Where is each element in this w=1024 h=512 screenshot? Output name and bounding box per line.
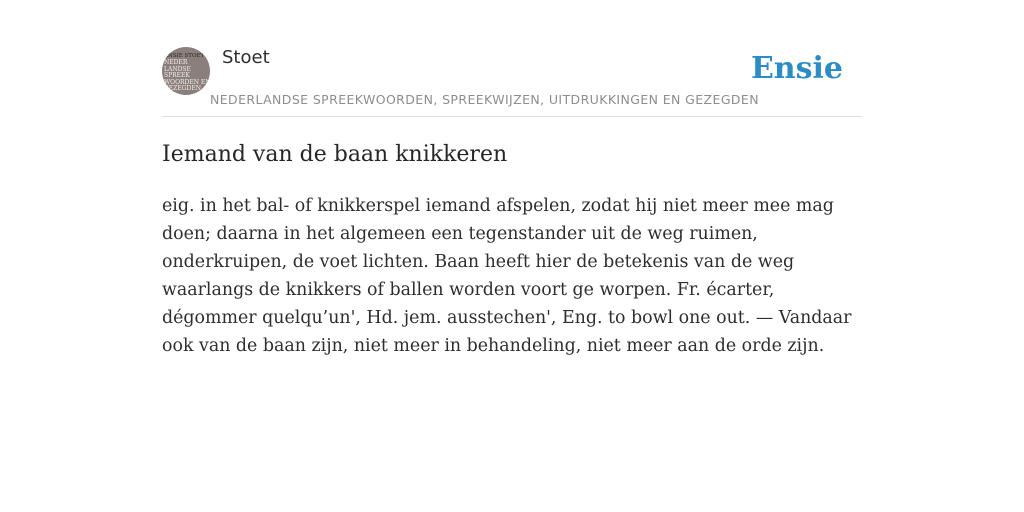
header [162, 46, 862, 117]
avatar-line: NEDER [164, 59, 188, 66]
source-subtitle[interactable]: NEDERLANDSE SPREEKWOORDEN, SPREEKWIJZEN, UITDRUKKINGEN EN GEZEGDEN [210, 92, 759, 107]
avatar-line: WOORDEN EN [164, 78, 210, 86]
avatar-top-text: ENSIE STOET [164, 53, 205, 59]
avatar-line: LANDSE [164, 65, 191, 73]
entry-title: Iemand van de baan knikkeren [162, 142, 508, 167]
author-name[interactable]: Stoet [222, 47, 270, 68]
avatar-line: SPREEK [164, 72, 190, 79]
avatar-line: GEZEGDEN [164, 85, 201, 92]
entry-description: eig. in het bal- of knikkerspel iemand afspelen, zodat hij niet meer mee mag doen; daarna in het algemeen een tegenstander uit de weg ruimen, onderkruipen, de voet lichten. Baan heeft hier de betekenis van de weg waarlangs de knikkers of ballen worden voort ge worpen. Fr. écarter, dégommer quelqu’un', Hd. jem. ausstechen', Eng. to bowl one out. — Vandaar ook van de baan zijn, niet meer in behandeling, niet meer aan de orde zijn. [162, 196, 852, 356]
avatar[interactable] [162, 47, 210, 95]
brand-logo[interactable]: Ensie [750, 51, 843, 86]
avatar-body-text [164, 60, 210, 93]
